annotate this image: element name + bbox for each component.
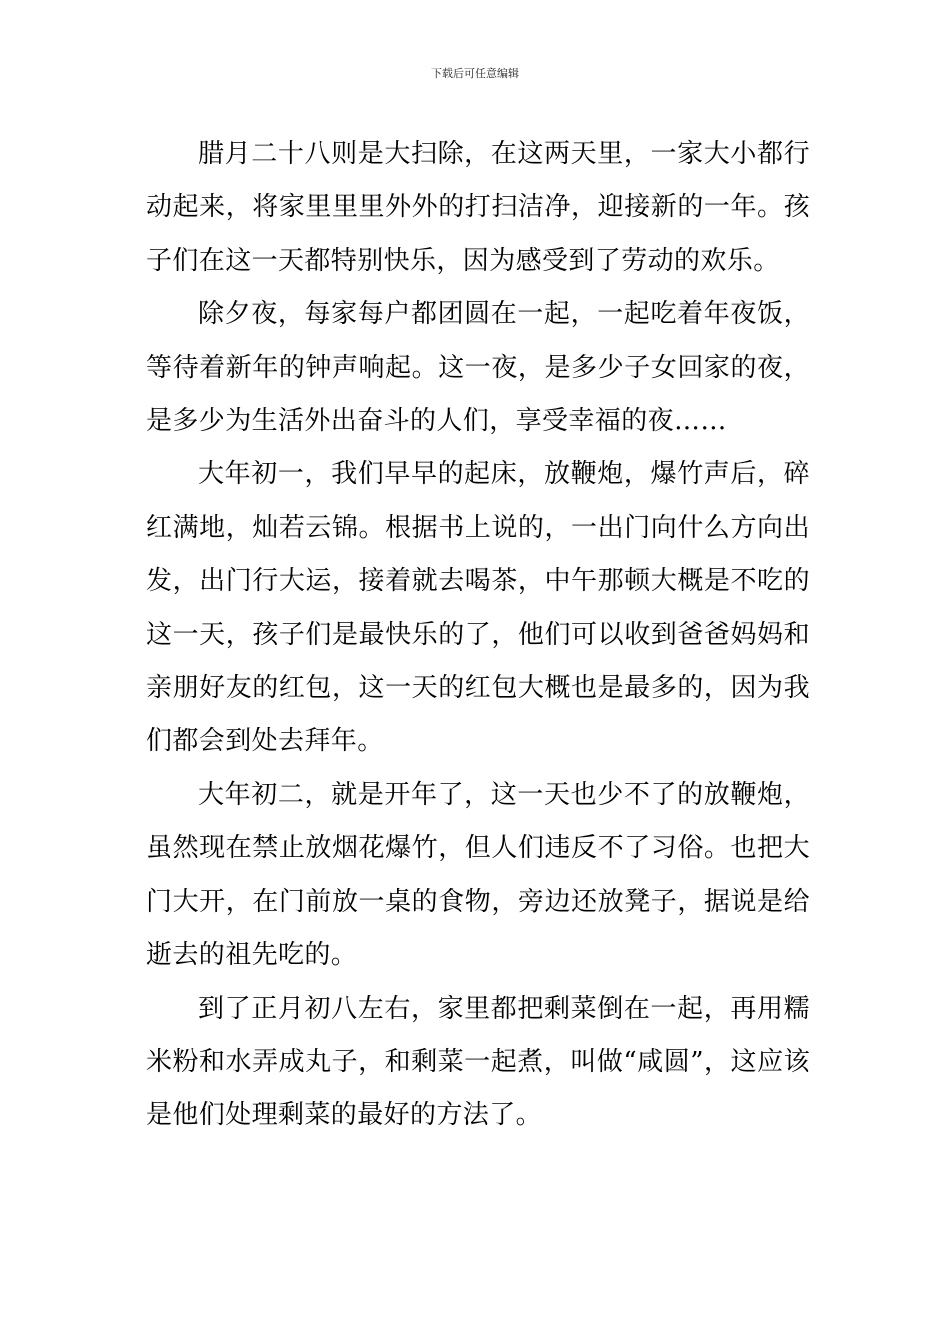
paragraph-3: 大年初一，我们早早的起床，放鞭炮，爆竹声后，碎红满地，灿若云锦。根据书上说的，一出门向什么方向出发，出门行大运，接着就去喝茶，中午那顿大概是不吃的这一天，孩子们是最快乐的了，他们可以收到爸爸妈妈和亲朋好友的红包，这一天的红包大概也是最多的，因为我们都会到处去拜年。 (146, 459, 810, 757)
paragraph-5: 到了正月初八左右，家里都把剩菜倒在一起，再用糯米粉和水弄成丸子，和剩菜一起煮，叫做“咸圆”，这应该是他们处理剩菜的最好的方法了。 (146, 993, 810, 1131)
document-body (146, 128, 810, 1143)
paragraph-1: 腊月二十八则是大扫除，在这两天里，一家大小都行动起来，将家里里里外外的打扫洁净，迎接新的一年。孩子们在这一天都特别快乐，因为感受到了劳动的欢乐。 (146, 139, 810, 276)
paragraph-2: 除夕夜，每家每户都团圆在一起，一起吃着年夜饭，等待着新年的钟声响起。这一夜，是多少子女回家的夜，是多少为生活外出奋斗的人们，享受幸福的夜…… (146, 299, 810, 437)
page-header: 下载后可任意编辑 (431, 67, 519, 80)
paragraph-4: 大年初二，就是开年了，这一天也少不了的放鞭炮，虽然现在禁止放烟花爆竹，但人们违反不了习俗。也把大门大开，在门前放一桌的食物，旁边还放凳子，据说是给逝去的祖先吃的。 (146, 779, 810, 971)
